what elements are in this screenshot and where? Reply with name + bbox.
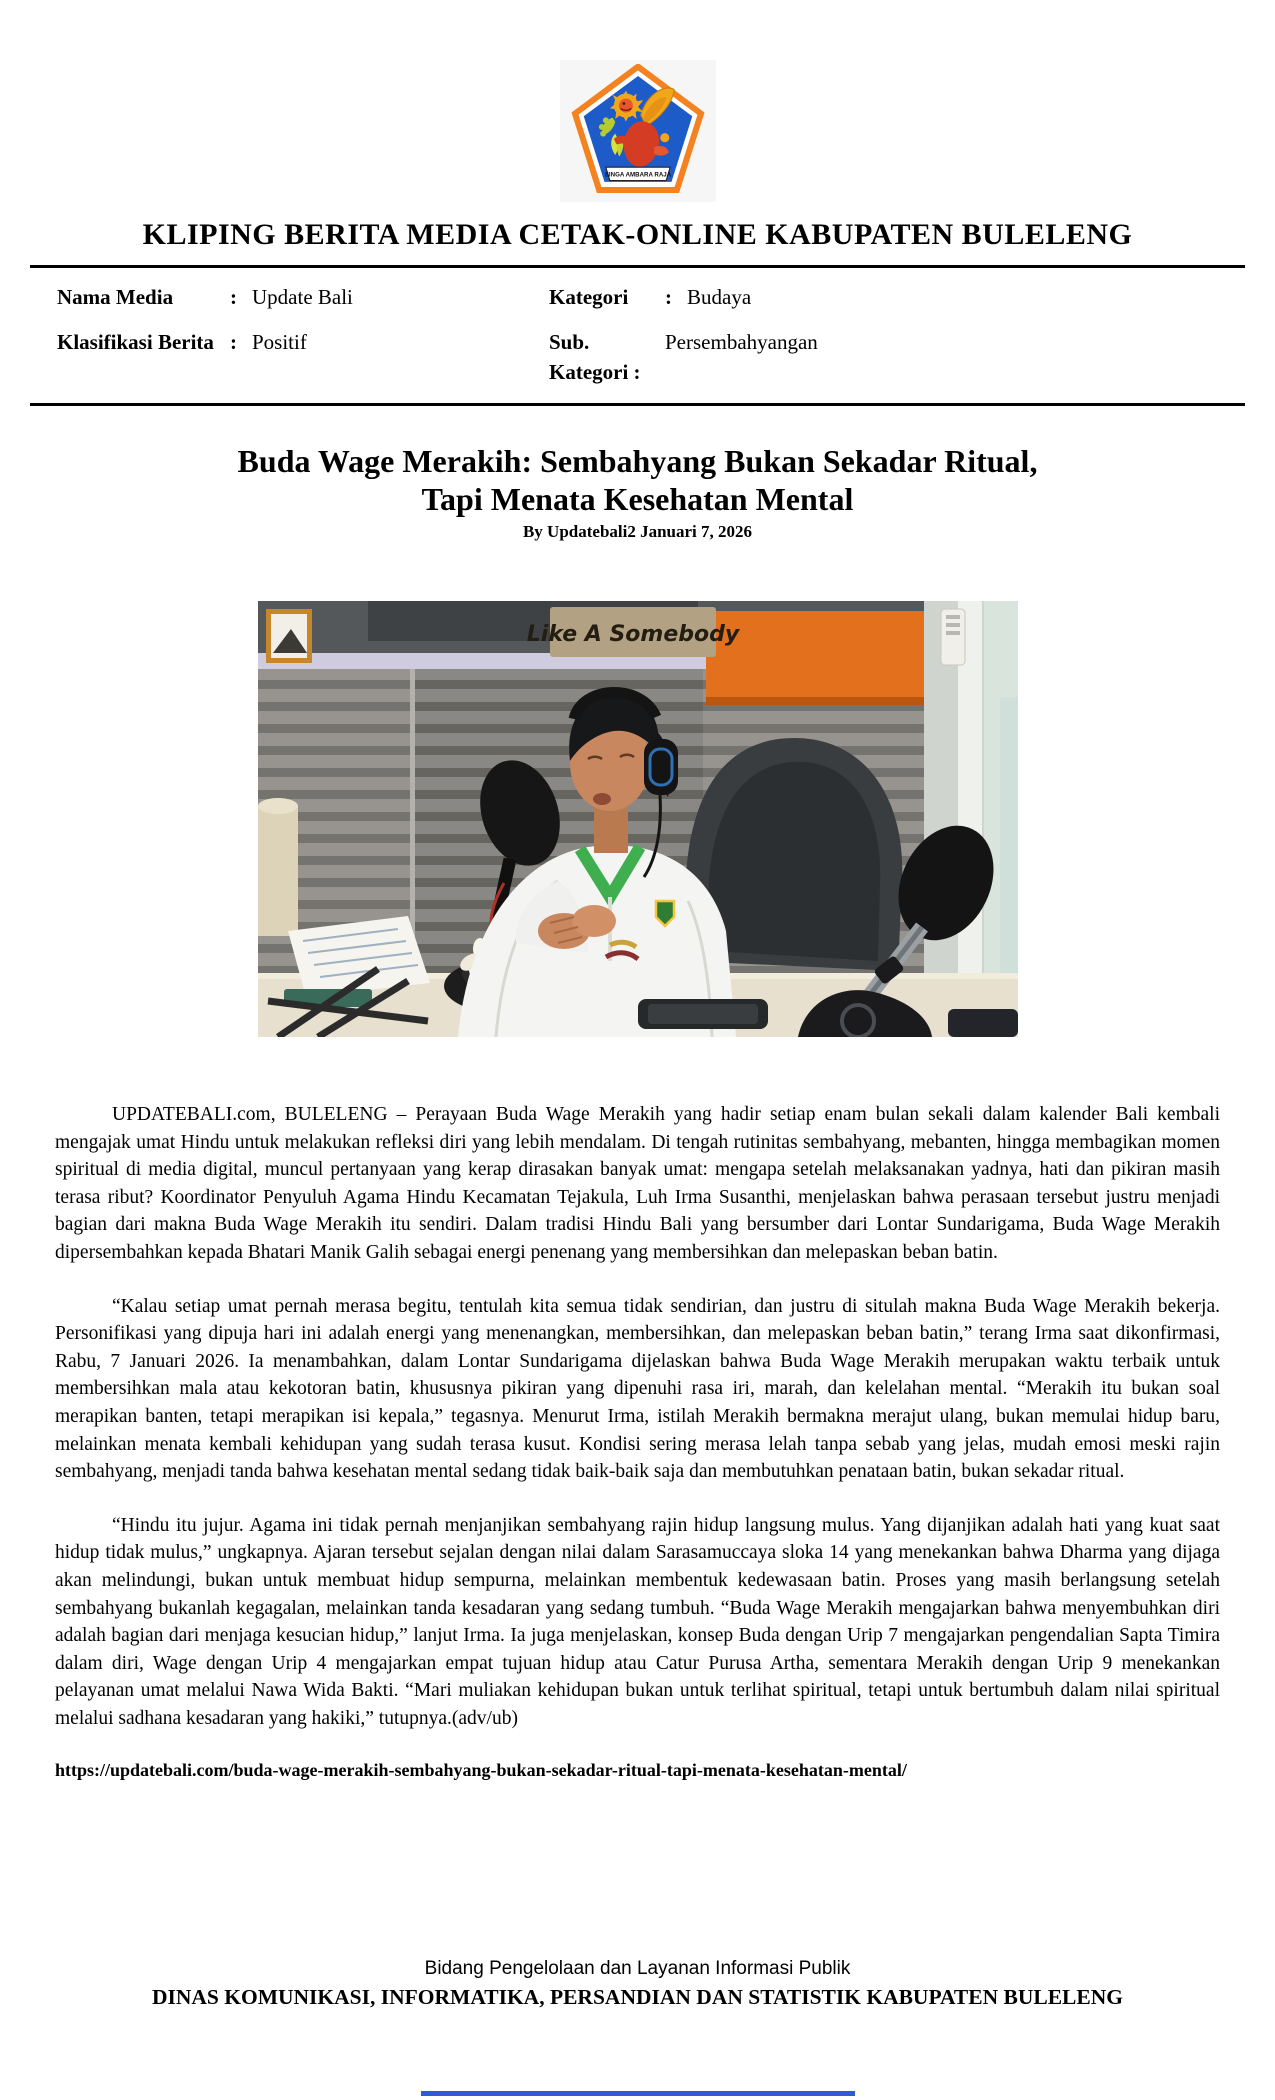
- source-url: https://updatebali.com/buda-wage-merakih-sembahyang-bukan-sekadar-ritual-tapi-menata-kesehatan-mental/: [55, 1760, 907, 1781]
- article-title: [80, 442, 1195, 518]
- bottom-accent-bar: [421, 2091, 855, 2096]
- meta-sub-kategori: [549, 327, 1220, 387]
- meta-klasifikasi-value: Positif: [252, 330, 307, 354]
- article-byline: By Updatebali2 Januari 7, 2026: [522, 522, 753, 541]
- article-body: [55, 1101, 1220, 1732]
- buleleng-regency-emblem-icon: [560, 60, 716, 202]
- article-title-line2: Tapi Menata Kesehatan Mental: [421, 481, 854, 517]
- meta-sub-kategori-value: Persembahyangan: [665, 330, 818, 354]
- meta-nama-media-label: Nama Media: [57, 285, 174, 309]
- document-footer: [0, 1956, 1275, 2012]
- studio-sign-text: Like A Somebody: [526, 622, 739, 647]
- article-photo: [258, 601, 1018, 1037]
- body-paragraph-3: “Hindu itu jujur. Agama ini tidak pernah menjanjikan sembahyang rajin hidup langsung mulus. Yang dijanjikan adalah hati yang kuat saat hidup tidak mulus,” ungkapnya. Ajaran tersebut sejalan dengan nilai dalam Sarasamuccaya sloka 14 yang menekankan bahwa Dharma yang dijaga akan melindungi, bukan untuk membuat hidup sempurna, melainkan membentuk kedewasaan batin. Proses yang masih berlangsung setelah sembahyang bukanlah kegagalan, melainkan tanda kesadaran yang sedang tumbuh. “Buda Wage Merakih mengajarkan bahwa menyembuhkan diri adalah bagian dari menjaga kesucian hidup,” lanjut Irma. Ia juga menjelaskan, konsep Buda dengan Urip 7 mengajarkan pengendalian Sapta Timira dalam diri, Wage dengan Urip 4 mengajarkan empat tujuan hidup atau Catur Purusa Artha, sementara Merakih dengan Urip 9 menekankan pelayanan umat melalui Nawa Wida Bakti. “Mari muliakan kehidupan bukan untuk terlihat spiritual, tetapi untuk bertumbuh dalam nilai spiritual melalui sadhana kesadaran yang hakiki,” tutupnya.(adv/ub): [55, 1514, 1220, 1729]
- footer-division-line: Bidang Pengelolaan dan Layanan Informasi Publik: [424, 1958, 851, 1979]
- meta-kategori-colon: :: [665, 285, 672, 309]
- meta-klasifikasi-label: Klasifikasi Berita: [57, 330, 214, 354]
- meta-nama-media: [57, 282, 549, 312]
- emblem-banner-text: SINGA AMBARA RAJA: [604, 171, 671, 179]
- meta-klasifikasi-colon: :: [230, 330, 237, 354]
- meta-kategori-value: Budaya: [687, 285, 752, 309]
- meta-sub-kategori-label: Sub. Kategori :: [549, 330, 641, 384]
- meta-section: [57, 282, 1220, 387]
- body-paragraph-2: “Kalau setiap umat pernah merasa begitu, tentulah kita semua tidak sendirian, dan justru di situlah makna Buda Wage Merakih bekerja. Personifikasi yang dipuja hari ini adalah energi yang menenangkan, membersihkan, dan melepaskan beban batin,” terang Irma saat dikonfirmasi, Rabu, 7 Januari 2026. Ia menambahkan, dalam Lontar Sundarigama dijelaskan bahwa Buda Wage Merakih merupakan waktu terbaik untuk membersihkan mala atau kekotoran batin, khususnya pikiran yang dipenuhi rasa iri, marah, dan kelelahan mental. “Merakih itu bukan soal merapikan banten, tetapi merapikan isi kepala,” tegasnya. Menurut Irma, istilah Merakih bermakna merajut ulang, bukan memulai hidup baru, melainkan menata kembali kehidupan yang sudah terasa kusut. Kondisi sering merasa lelah tanpa sebab yang jelas, mudah emosi meski rajin sembahyang, menjadi tanda bahwa kesehatan mental sedang tidak baik-baik saja dan membutuhkan penataan batin, bukan sekadar ritual.: [55, 1295, 1220, 1483]
- page-title: KLIPING BERITA MEDIA CETAK-ONLINE KABUPATEN BULELENG: [142, 218, 1133, 251]
- divider-top: [30, 265, 1245, 268]
- radio-studio-illustration: [258, 601, 1018, 1037]
- article-title-line1: Buda Wage Merakih: Sembahyang Bukan Sekadar Ritual,: [237, 443, 1038, 479]
- meta-nama-media-value: Update Bali: [252, 285, 353, 309]
- singa-ambara-raja-crest: [567, 64, 709, 198]
- meta-kategori: [549, 282, 1220, 312]
- divider-meta-bottom: [30, 403, 1245, 406]
- footer-agency-line: DINAS KOMUNIKASI, INFORMATIKA, PERSANDIAN DAN STATISTIK KABUPATEN BULELENG: [151, 1985, 1123, 2009]
- meta-klasifikasi: [57, 327, 549, 387]
- body-paragraph-1: UPDATEBALI.com, BULELENG – Perayaan Buda Wage Merakih yang hadir setiap enam bulan sekali dalam kalender Bali kembali mengajak umat Hindu untuk melakukan refleksi diri yang lebih mendalam. Di tengah rutinitas sembahyang, mebanten, hingga membagikan momen spiritual di media digital, muncul pertanyaan yang kerap dirasakan banyak umat: mengapa setelah melaksanakan yadnya, hati dan pikiran masih terasa ribut? Koordinator Penyuluh Agama Hindu Kecamatan Tejakula, Luh Irma Susanthi, menjelaskan bahwa perasaan tersebut justru menjadi bagian dari makna Buda Wage Merakih itu sendiri. Dalam tradisi Hindu Bali yang bersumber dari Lontar Sundarigama, Buda Wage Merakih dipersembahkan kepada Bhatari Manik Galih sebagai energi penenang yang membersihkan dan melepaskan beban batin.: [55, 1104, 1220, 1263]
- meta-kategori-label: Kategori: [549, 285, 629, 309]
- meta-nama-media-colon: :: [230, 285, 237, 309]
